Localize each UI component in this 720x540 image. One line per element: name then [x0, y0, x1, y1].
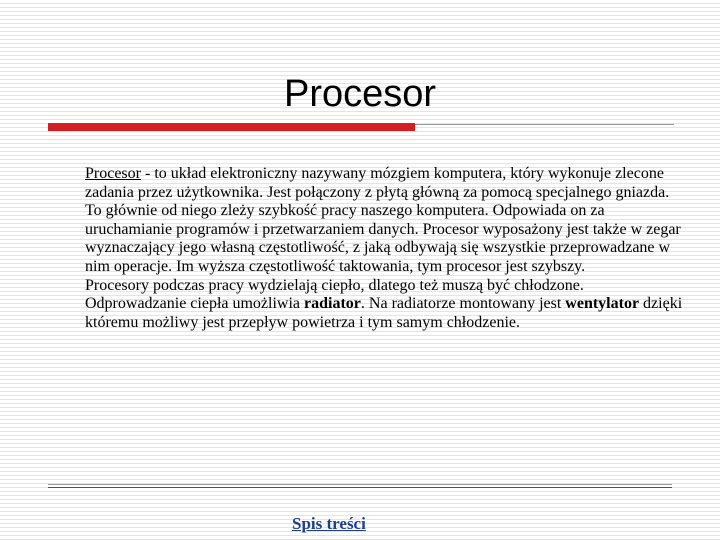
footer-rule-accent	[48, 487, 672, 488]
cooling-text-b: . Na radiatorze montowany jest	[360, 295, 566, 313]
term-radiator: radiator	[304, 295, 361, 313]
cooling-text-c: dzięki któremu możliwy jest przepływ powietrza i tym samym chłodzenie.	[85, 295, 683, 331]
paragraph-cooling	[85, 277, 685, 333]
paragraph-definition	[85, 165, 685, 277]
title-underline-accent	[48, 123, 415, 131]
body-text	[85, 165, 685, 332]
definition-text: - to układ elektroniczny nazywany mózgiem komputera, który wykonuje zlecone zadania przez użytkownika. Jest połączony z płytą główną za pomocą specjalnego gniazda. To głównie od niego zleży szybkość pracy naszego komputera. Odpowiada on za uruchamianie programów i przetwarzaniem danych. Procesor wyposażony jest także w zegar wyznaczający jego własną częstotliwość, z jaką odbywają się wszystkie przeprowadzane w nim operacje. Im wyższa częstotliwość taktowania, tym procesor jest szybszy.	[85, 165, 681, 275]
term-wentylator: wentylator	[565, 295, 640, 313]
slide-title: Procesor	[283, 73, 437, 115]
toc-link[interactable]: Spis treści	[292, 514, 366, 533]
cooling-text-a: Procesory podczas pracy wydzielają ciepło, dlatego też muszą być chłodzone. Odprowadzanie ciepła umożliwia	[85, 276, 584, 313]
footer-rule-thin	[48, 484, 672, 485]
term-procesor: Procesor	[85, 165, 141, 182]
